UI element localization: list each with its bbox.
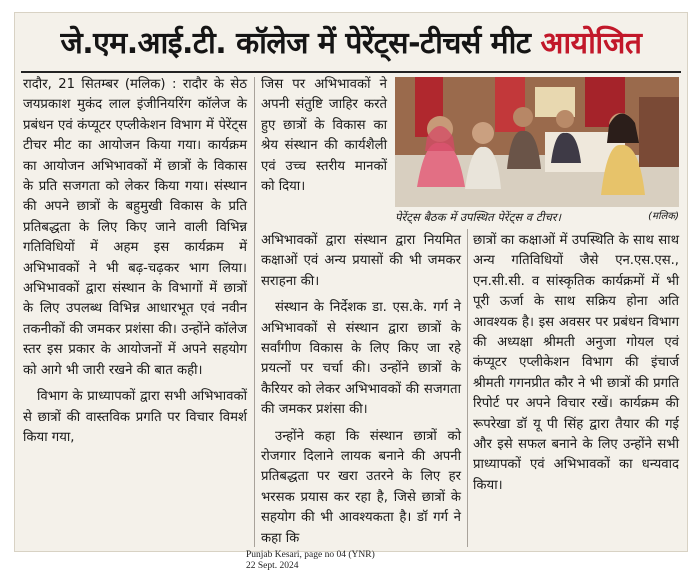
paragraph: संस्थान के निर्देशक डा. एस.के. गर्ग ने अभिभावकों से संस्थान द्वारा छात्रों के सर्वांगीण विकास के लिए किए जा रहे प्रयत्नों पर चर्चा की। उन्होंने छात्रों के कैरियर को लेकर अभिभावकों की सजगता की जमकर प्रशंसा की। xyxy=(261,300,461,418)
photo-caption xyxy=(395,207,679,227)
caption-text: पेरेंट्स बैठक में उपस्थित पेरेंट्स व टीचर। xyxy=(395,210,561,224)
article-column-2-top xyxy=(261,75,387,203)
source-footer xyxy=(246,550,446,572)
paragraph: जिस पर अभिभावकों ने अपनी संतुष्टि जाहिर करते हुए छात्रों के विकास का श्रेय संस्थान की कार्यशैली एवं उच्च स्तरीय मानकों को दिया। xyxy=(261,77,387,195)
headline xyxy=(15,13,687,69)
paragraph: अभिभावकों द्वारा संस्थान द्वारा नियमित कक्षाओं एवं अन्य प्रयासों की भी जमकर सराहना की। xyxy=(261,233,461,289)
photo-illustration xyxy=(395,77,679,207)
column-divider xyxy=(254,77,255,547)
headline-rule xyxy=(21,71,681,73)
paragraph: रादौर, 21 सितम्बर (मलिक) : रादौर के सेठ जयप्रकाश मुकंद लाल इंजीनियरिंग कॉलेज के प्रबंधन एवं कंप्यूटर एप्लीकेशन विभाग में पेरेंट्स टीचर मीट का आयोजन किया गया। कार्यक्रम का आयोजन अभिभावकों में छात्रों के विकास के प्रति सजगता को लेकर किया गया। संस्थान की अपने छात्रों के बहुमुखी विकास के प्रति प्रतिबद्धता के लिए किए जाने वाली विभिन्न गतिविधियों में अहम इस कार्यक्रम में अभिभावकों ने भी बढ़-चढ़कर भाग लिया। अभिभावकों द्वारा संस्थान के विभागों में छात्रों के लिए उपलब्ध विभिन्न आधारभूत एवं नवीन तकनीकों की जमकर प्रशंसा की। उन्होंने कॉलेज स्तर इस प्रकार के आयोजनों में अपने सहयोग को आगे भी जारी रखने की बात कही। xyxy=(23,77,247,378)
event-photo xyxy=(395,77,679,207)
newspaper-clipping xyxy=(14,12,688,552)
source-date: 22 Sept. 2024 xyxy=(246,561,299,571)
source-publication: Punjab Kesari, page no 04 (YNR) xyxy=(246,550,375,560)
paragraph: विभाग के प्राध्यापकों द्वारा सभी अभिभावकों से छात्रों की वास्तविक प्रगति पर विचार विमर्श किया गया, xyxy=(23,389,247,445)
article-column-2 xyxy=(261,231,461,552)
column-divider xyxy=(467,229,468,547)
paragraph: उन्होंने कहा कि संस्थान छात्रों को रोजगार दिलाने लायक बनाने की अपनी प्रतिबद्धता पर खरा उतरने के लिए हर भरसक प्रयास कर रहा है, जिसे छात्रों के सहयोग की भी आवश्यकता है। डॉ गर्ग ने कहा कि xyxy=(261,428,461,546)
headline-highlight: आयोजित xyxy=(540,25,642,61)
article-column-3 xyxy=(473,231,679,502)
article-column-1 xyxy=(23,75,247,454)
headline-main: जे.एम.आई.टी. कॉलेज में पेरेंट्स-टीचर्स मीट xyxy=(60,25,531,61)
paragraph: छात्रों का कक्षाओं में उपस्थिति के साथ साथ अन्य गतिविधियों जैसे एन.एस.एस., एन.सी.सी. व सांस्कृतिक कार्यक्रमों में भी पूरी ऊर्जा के साथ सक्रिय होना अति आवश्यक है। इस अवसर पर प्रबंधन विभाग की अध्यक्षा श्रीमती अनुजा गोयल एवं कंप्यूटर एप्लीकेशन विभाग की इंचार्ज श्रीमती गगनप्रीत कौर ने भी छात्रों की प्रगति रिपोर्ट पर अपने विचार रखें। कार्यक्रम की रूपरेखा डॉ यू पी सिंह द्वारा तैयार की गई और इसे सफल बनाने के लिए उन्होंने सभी प्राध्यापकों एवं अभिभावकों का धन्यवाद किया। xyxy=(473,233,679,493)
photo-credit: (मलिक) xyxy=(648,211,679,222)
